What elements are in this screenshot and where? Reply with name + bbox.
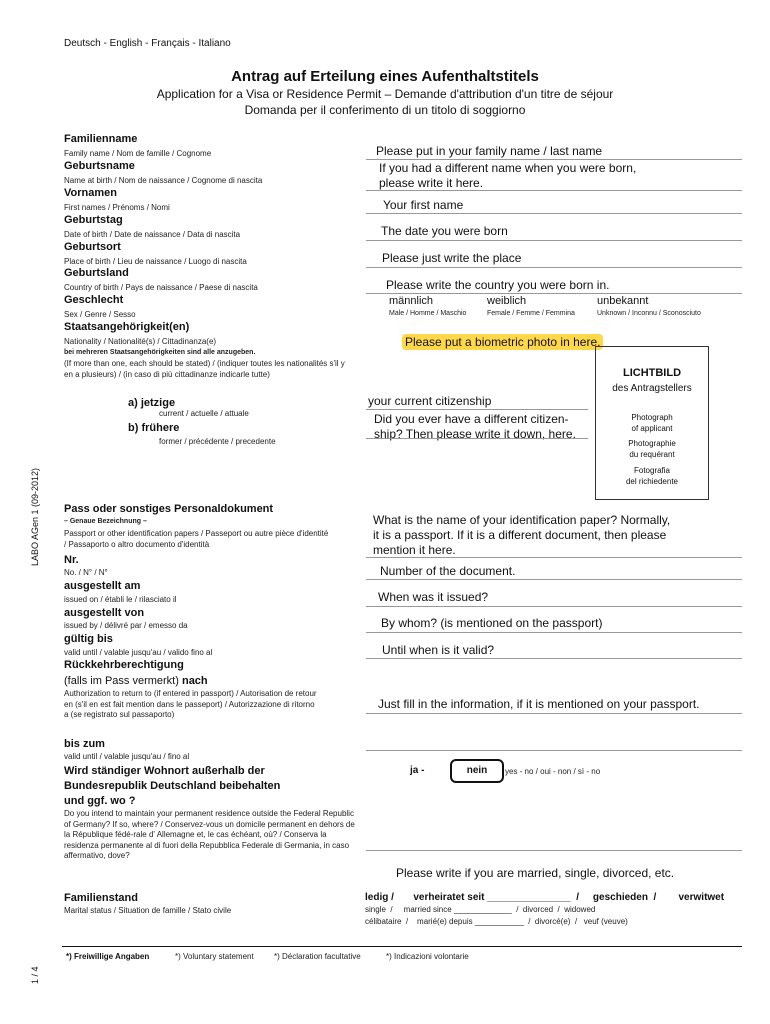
number-input[interactable]: Number of the document. — [380, 564, 516, 578]
reentry-label: Rückkehrberechtigung — [64, 659, 184, 671]
issued-by-sub: issued by / délivré par / emesso da — [64, 621, 188, 630]
number-sub: No. / N° / N° — [64, 568, 108, 577]
birth-date-line — [366, 240, 742, 241]
first-names-input[interactable]: Your first name — [383, 198, 464, 212]
reentry-sub: Authorization to return to (if entered in passport) / Autorisation de retour en (s'il en est fait mention dans le passeport) / Autorizzazione di ritorno a (se registrato sul passaporto) — [64, 689, 317, 719]
sex-option-female-sub: Female / Femme / Femmina — [487, 310, 575, 317]
form-subtitle-it: Domanda per il conferimento di un titolo di soggiorno — [244, 103, 526, 117]
until-sub: valid until / valable jusqu'au / fino al — [64, 752, 190, 761]
marital-input[interactable]: Please write if you are married, single, divorced, etc. — [396, 866, 675, 880]
photo-box[interactable] — [595, 346, 709, 500]
birth-date-input[interactable]: The date you were born — [381, 224, 508, 238]
birth-name-input-line2[interactable]: please write it here. — [379, 176, 484, 190]
birth-date-label: Geburtstag — [64, 214, 123, 226]
photo-instruction-wrap — [402, 335, 603, 349]
form-code: LABO AGen 1 (09-2012) — [30, 467, 40, 566]
valid-until-input[interactable]: Until when is it valid? — [382, 643, 495, 657]
birth-place-sub: Place of birth / Lieu de naissance / Luogo di nascita — [64, 257, 247, 266]
sex-option-female[interactable]: weiblich — [487, 295, 527, 307]
number-label: Nr. — [64, 554, 79, 566]
reentry-input[interactable]: Just fill in the information, if it is mentioned on your passport. — [378, 697, 700, 711]
issued-on-input[interactable]: When was it issued? — [378, 590, 489, 604]
family-name-line — [366, 159, 742, 160]
issued-on-sub: issued on / établi le / rilasciato il — [64, 595, 177, 604]
former-citizenship-line — [366, 438, 588, 439]
birth-place-line — [366, 267, 742, 268]
issued-by-input[interactable]: By whom? (is mentioned on the passport) — [381, 616, 603, 630]
current-citizenship-sub: current / actuelle / attuale — [159, 409, 249, 418]
marital-label: Familienstand — [64, 892, 138, 904]
nationality-note-bold: bei mehreren Staatsangehörigkeiten sind alle anzugeben. — [64, 349, 256, 356]
birth-place-label: Geburtsort — [64, 241, 121, 253]
issued-by-label: ausgestellt von — [64, 607, 145, 619]
birth-date-sub: Date of birth / Date de naissance / Data di nascita — [64, 230, 241, 239]
photo-en-2: of applicant — [631, 424, 673, 433]
residence-sub: Do you intend to maintain your permanent residence outside the Federal Republic of Germany? If so, where? / Conservez-vous un domicile permanent en dehors de la République fédé-rale d' Allemagne et, le cas échéant, où? / Conserva la residenza permanente al di fuori della Repubblica Federale di Germania, in caso affermativo, dove? — [64, 809, 355, 860]
former-citizenship-input-line1[interactable]: Did you ever have a different citizen- — [374, 412, 569, 426]
current-citizenship-label: a) jetzige — [128, 397, 176, 409]
marital-options-en: single / married since _____________ / divorced / widowed — [365, 905, 596, 914]
first-names-label: Vornamen — [64, 187, 117, 199]
sex-label: Geschlecht — [64, 294, 124, 306]
family-name-label: Familienname — [64, 133, 138, 145]
passport-input-line3[interactable]: mention it here. — [373, 543, 456, 557]
sex-option-male-sub: Male / Homme / Maschio — [389, 310, 467, 317]
birth-country-line — [366, 293, 742, 294]
residence-no-selected[interactable]: nein — [450, 759, 504, 783]
photo-it-1: Fotografia — [633, 466, 671, 475]
reentry-label-2 — [64, 675, 208, 687]
marital-sub: Marital status / Situation de famille / Stato civile — [64, 906, 232, 915]
nationality-note: (If more than one, each should be stated) / (indiquer toutes les nationalités s'il y en a plusieurs) / (in caso di più cittadinanze indicarle tutte) — [64, 359, 345, 379]
issued-on-label: ausgestellt am — [64, 580, 141, 592]
sex-option-unknown[interactable]: unbekannt — [597, 295, 649, 307]
valid-until-label: gültig bis — [64, 633, 113, 645]
birth-name-label: Geburtsname — [64, 160, 135, 172]
current-citizenship-input[interactable]: your current citizenship — [368, 394, 492, 408]
nationality-label: Staatsangehörigkeit(en) — [64, 321, 190, 333]
former-citizenship-sub: former / précédente / precedente — [159, 437, 276, 446]
until-label: bis zum — [64, 738, 105, 750]
birth-country-label: Geburtsland — [64, 267, 129, 279]
birth-name-input-line1[interactable]: If you had a different name when you were born, — [379, 161, 637, 175]
form-title: Antrag auf Erteilung eines Aufenthaltstitels — [231, 68, 539, 85]
marital-options-de[interactable]: ledig / verheiratet seit _______________ / geschieden / verwitwet — [365, 892, 725, 903]
reentry-line — [366, 713, 742, 714]
passport-line — [366, 557, 742, 558]
sex-option-male[interactable]: männlich — [389, 295, 434, 307]
footnote-de: *) Freiwillige Angaben — [66, 952, 150, 961]
issued-on-line — [366, 606, 742, 607]
former-citizenship-label: b) frühere — [128, 422, 180, 434]
page-number: 1 / 4 — [30, 966, 40, 984]
birth-country-input[interactable]: Please write the country you were born in. — [386, 278, 610, 292]
footnote-it: *) Indicazioni volontarie — [386, 952, 469, 961]
passport-input-line1[interactable]: What is the name of your identification paper? Normally, — [373, 513, 671, 527]
family-name-input[interactable]: Please put in your family name / last name — [376, 144, 603, 158]
residence-options: yes - no / oui - non / sì - no — [505, 767, 601, 776]
family-name-sub: Family name / Nom de famille / Cognome — [64, 149, 212, 158]
reentry-label-2-bold: nach — [181, 675, 208, 687]
valid-until-line — [366, 658, 742, 659]
residence-yes[interactable]: ja - — [410, 765, 425, 776]
former-citizenship-input-line2[interactable]: ship? Then please write it down, here. — [374, 427, 576, 441]
form-subtitle-en-fr: Application for a Visa or Residence Permit – Demande d'attribution d'un titre de séjour — [156, 87, 614, 101]
photo-fr-1: Photographie — [628, 439, 676, 448]
photo-subtitle: des Antragstellers — [612, 383, 692, 394]
residence-label-3: und ggf. wo ? — [64, 795, 136, 807]
sex-sub: Sex / Genre / Sesso — [64, 310, 136, 319]
current-citizenship-line — [366, 409, 588, 410]
languages-line: Deutsch - English - Français - Italiano — [64, 38, 231, 49]
footnote-en: *) Voluntary statement — [175, 952, 254, 961]
birth-name-line — [366, 190, 742, 191]
passport-label: Pass oder sonstiges Personaldokument — [64, 503, 274, 515]
residence-label-1: Wird ständiger Wohnort außerhalb der — [64, 765, 265, 777]
photo-en-1: Photograph — [631, 413, 673, 422]
photo-it-2: del richiedente — [625, 477, 679, 486]
photo-fr-2: du requérant — [629, 450, 675, 459]
passport-input-line2[interactable]: it is a passport. If it is a different document, then please — [373, 528, 667, 542]
first-names-sub: First names / Prénoms / Nomi — [64, 203, 170, 212]
residence-label-2: Bundesrepublik Deutschland beibehalten — [64, 780, 281, 792]
photo-title: LICHTBILD — [622, 367, 682, 379]
passport-sub: Passport or other identification papers / Passeport ou autre pièce d'identité / Passaporto o altro documento d'identità — [64, 529, 329, 549]
birth-name-sub: Name at birth / Nom de naissance / Cognome di nascita — [64, 176, 263, 185]
footer-divider — [62, 946, 742, 947]
birth-country-sub: Country of birth / Pays de naissance / Paese di nascita — [64, 283, 258, 292]
number-line — [366, 579, 742, 580]
residence-line[interactable] — [366, 850, 742, 851]
first-names-line — [366, 213, 742, 214]
until-line[interactable] — [366, 750, 742, 751]
photo-instruction: Please put a biometric photo in here. — [402, 334, 603, 350]
valid-until-sub: valid until / valable jusqu'au / valido fino al — [64, 648, 213, 657]
marital-options-fr: célibataire / marié(e) depuis ___________ / divorcé(e) / veuf (veuve) — [365, 917, 628, 926]
passport-sub-bold: – Genaue Bezeichnung – — [64, 518, 147, 525]
birth-place-input[interactable]: Please just write the place — [382, 251, 522, 265]
nationality-sub: Nationality / Nationalité(s) / Cittadinanza(e) — [64, 337, 217, 346]
issued-by-line — [366, 632, 742, 633]
footnote-fr: *) Déclaration facultative — [274, 952, 361, 961]
sex-option-unknown-sub: Unknown / Inconnu / Sconosciuto — [597, 310, 701, 317]
reentry-label-2-plain: (falls im Pass vermerkt) — [64, 675, 179, 687]
